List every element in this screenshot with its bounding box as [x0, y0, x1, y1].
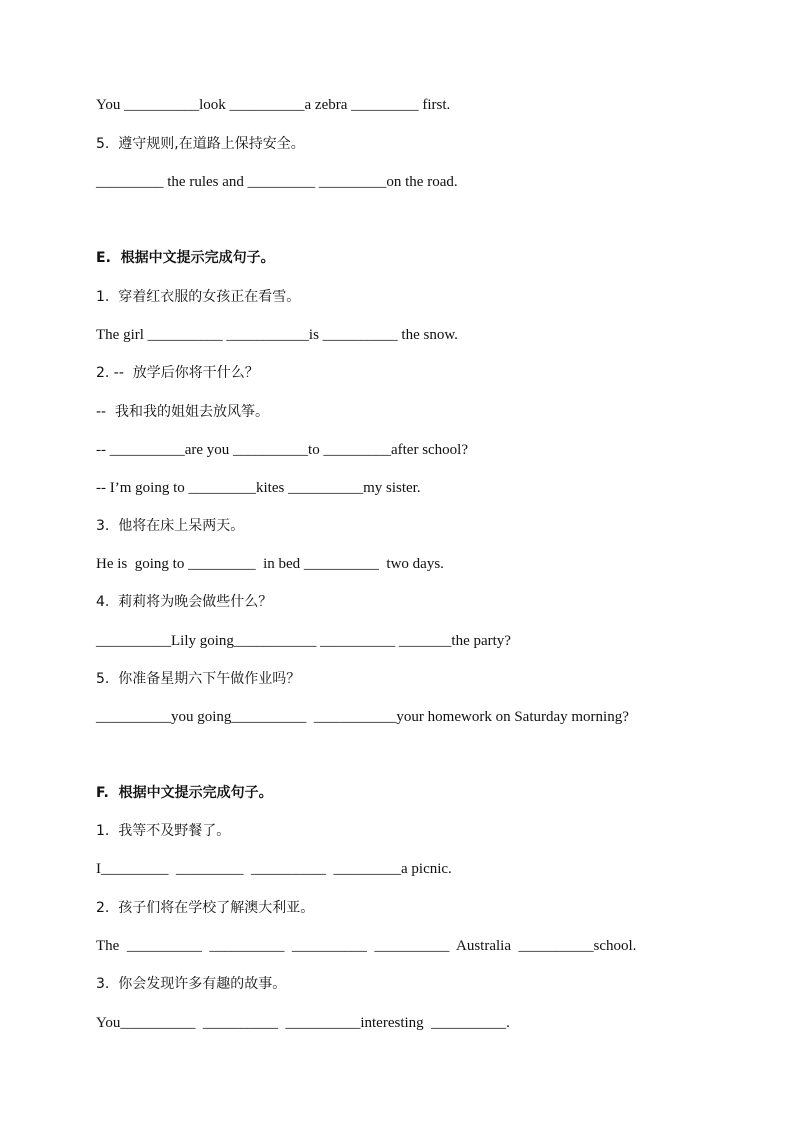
e-q2-chinese-b: -- 我和我的姐姐去放风筝。	[96, 404, 270, 420]
e-q1-english: The girl __________ ___________is __________ the snow.	[96, 327, 458, 343]
e-q2-english-a: -- __________are you __________to _________after school?	[96, 442, 469, 458]
section-e-heading: E. 根据中文提示完成句子。	[96, 250, 275, 266]
d4-q5-english: _________ the rules and _________ _________on the road.	[96, 174, 458, 190]
f-q1-chinese: 1. 我等不及野餐了。	[96, 823, 231, 839]
d4-q5-chinese: 5. 遵守规则,在道路上保持安全。	[96, 136, 305, 152]
blank: __________	[96, 709, 171, 725]
f-q2-english: The __________ __________ __________ __________ Australia __________school.	[96, 938, 637, 954]
e-q5-english	[96, 707, 629, 727]
e-q2-chinese: 2. -- 放学后你将干什么？	[96, 365, 259, 381]
d4-line-a: You __________look __________a zebra _________ first.	[96, 97, 451, 113]
text-fragment: your homework on Saturday morning?	[396, 709, 629, 725]
blank: ___________	[313, 709, 397, 725]
e-q5-chinese: 5. 你准备星期六下午做作业吗？	[96, 671, 301, 687]
e-q3-chinese: 3. 他将在床上呆两天。	[96, 518, 245, 534]
f-q3-english: You__________ __________ __________interesting __________.	[96, 1015, 510, 1031]
e-q4-chinese: 4. 莉莉将为晚会做些什么？	[96, 594, 273, 610]
e-q3-english: He is going to _________ in bed __________ two days.	[96, 556, 444, 572]
e-q2-english-b: -- I’m going to _________kites __________my sister.	[96, 480, 421, 496]
f-q3-chinese: 3. 你会发现许多有趣的故事。	[96, 976, 287, 992]
text-fragment: you going	[171, 709, 232, 725]
section-f-heading: F. 根据中文提示完成句子。	[96, 785, 273, 801]
e-q4-english: __________Lily going___________ __________ _______the party?	[96, 633, 511, 649]
f-q1-english: I_________ _________ __________ _________a picnic.	[96, 861, 452, 877]
blank: __________	[231, 709, 307, 725]
e-q1-chinese: 1. 穿着红衣服的女孩正在看雪。	[96, 289, 301, 305]
f-q2-chinese: 2. 孩子们将在学校了解澳大利亚。	[96, 900, 315, 916]
